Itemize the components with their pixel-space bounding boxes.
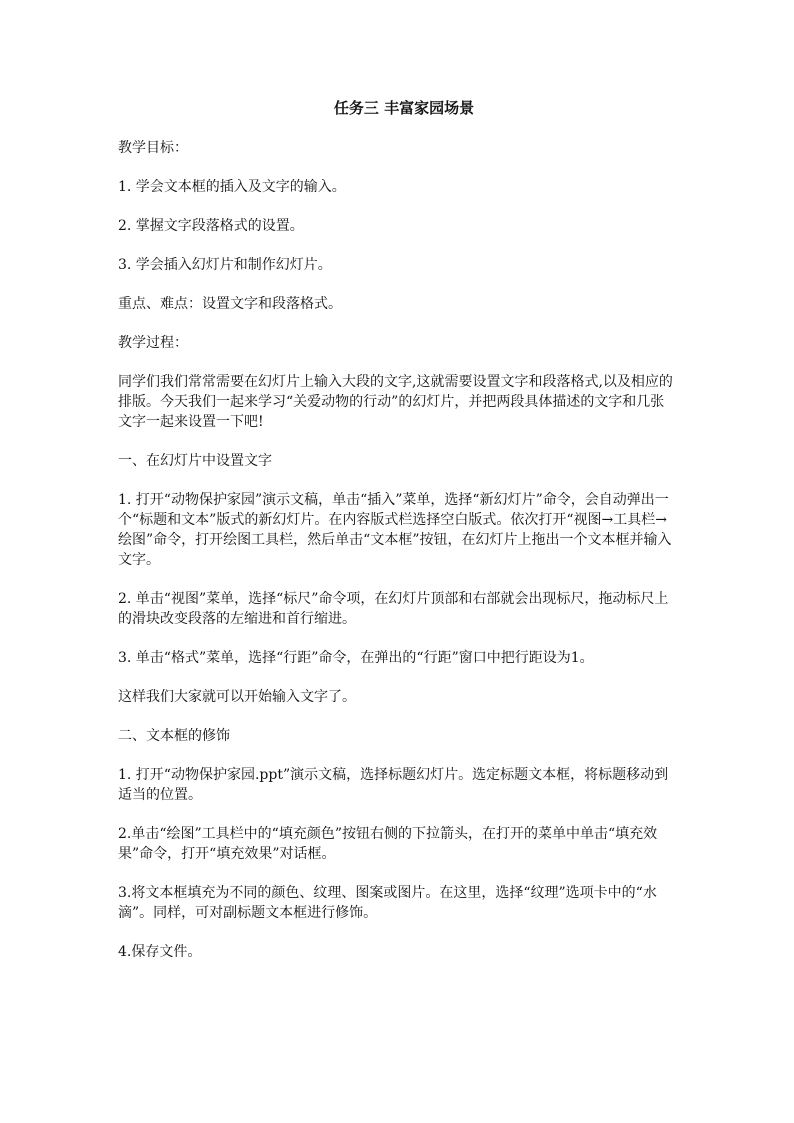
paragraph-step-3: 3. 单击“格式”菜单，选择“行距”命令，在弹出的“行距”窗口中把行距设为1。	[118, 650, 594, 666]
paragraph-start-typing: 这样我们大家就可以开始输入文字了。	[118, 689, 356, 705]
paragraph-key-points: 重点、难点：设置文字和段落格式。	[118, 296, 342, 312]
paragraph-goal-1: 1. 学会文本框的插入及文字的输入。	[118, 179, 346, 195]
paragraph-step-2: 2. 单击“视图”菜单，选择“标尺”命令项，在幻灯片顶部和右部就会出现标尺，拖动标尺上的滑块改变段落的左缩进和首行缩进。	[118, 591, 669, 627]
paragraph-decor-step-4: 4.保存文件。	[118, 944, 202, 960]
paragraph-decor-step-3: 3.将文本框填充为不同的颜色、纹理、图案或图片。在这里，选择“纹理”选项卡中的“水滴”。同样，可对副标题文本框进行修饰。	[118, 885, 657, 921]
section-heading-textbox-decoration: 二、文本框的修饰	[118, 728, 230, 744]
paragraph-goal-2: 2. 掌握文字段落格式的设置。	[118, 218, 304, 234]
document-body	[118, 98, 678, 981]
document-title: 任务三 丰富家园场景	[333, 99, 475, 117]
paragraph-goal-3: 3. 学会插入幻灯片和制作幻灯片。	[118, 257, 332, 273]
section-heading-set-text: 一、在幻灯片中设置文字	[118, 453, 272, 469]
paragraph-intro: 同学们我们常常需要在幻灯片上输入大段的文字,这就需要设置文字和段落格式,以及相应的排版。今天我们一起来学习“关爱动物的行动”的幻灯片，并把两段具体描述的文字和几张文字一起来设置一下吧!	[118, 374, 673, 430]
paragraph-decor-step-1: 1. 打开“动物保护家园.ppt”演示文稿，选择标题幻灯片。选定标题文本框，将标题移动到适当的位置。	[118, 767, 669, 803]
paragraph-decor-step-2: 2.单击“绘图”工具栏中的“填充颜色”按钮右侧的下拉箭头，在打开的菜单中单击“填充效果”命令，打开“填充效果”对话框。	[118, 826, 658, 862]
paragraph-teaching-goals-heading: 教学目标：	[118, 140, 188, 156]
paragraph-process-heading: 教学过程：	[118, 335, 188, 351]
paragraph-step-1: 1. 打开“动物保护家园”演示文稿，单击“插入”菜单，选择“新幻灯片”命令，会自动弹出一个“标题和文本”版式的新幻灯片。在内容版式栏选择空白版式。依次打开“视图→工具栏→绘图”命令，打开绘图工具栏，然后单击“文本框”按钮，在幻灯片上拖出一个文本框并输入文字。	[118, 492, 672, 568]
